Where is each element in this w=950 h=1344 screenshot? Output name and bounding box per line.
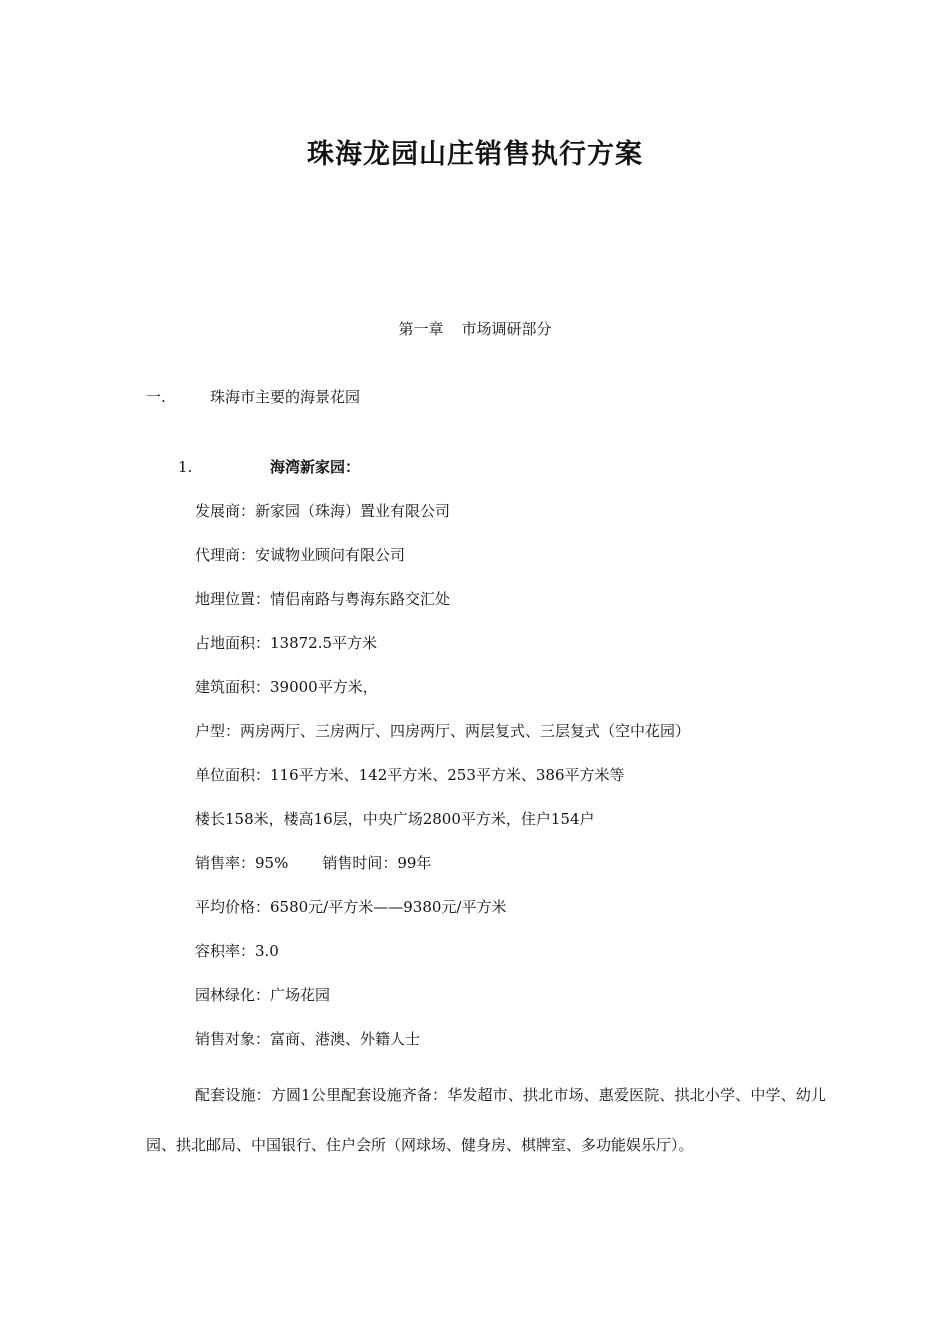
detail-facilities: 配套设施：方圆1公里配套设施齐备：华发超市、拱北市场、惠爱医院、拱北小学、中学、幼儿园、拱北邮局、中国银行、住户会所（网球场、健身房、棋牌室、多功能娱乐厅）。 (146, 1086, 826, 1154)
chapter-number: 第一章 (398, 320, 444, 338)
section-title: 珠海市主要的海景花园 (210, 388, 361, 406)
chapter-heading (0, 318, 950, 339)
detail-sales (195, 852, 431, 873)
section-number: 一. (146, 388, 166, 406)
sales-time: 销售时间：99年 (322, 854, 432, 872)
section-heading (146, 386, 360, 407)
detail-target-buyers: 销售对象：富商、港澳、外籍人士 (195, 1030, 421, 1048)
subsection-number: 1. (178, 458, 193, 476)
chapter-name: 市场调研部分 (461, 320, 552, 338)
sales-rate: 销售率：95% (195, 854, 289, 872)
detail-building-area: 建筑面积：39000平方米， (195, 678, 378, 696)
detail-unit-types: 户型：两房两厅、三房两厅、四房两厅、两层复式、三层复式（空中花园） (195, 722, 691, 740)
detail-developer: 发展商：新家园（珠海）置业有限公司 (195, 502, 451, 520)
detail-location: 地理位置：情侣南路与粤海东路交汇处 (195, 590, 451, 608)
detail-unit-areas: 单位面积：116平方米、142平方米、253平方米、386平方米等 (195, 766, 625, 784)
subsection-heading (178, 456, 360, 477)
detail-building-info: 楼长158米，楼高16层，中央广场2800平方米，住户154户 (195, 810, 595, 828)
detail-agent: 代理商：安诚物业顾问有限公司 (195, 546, 406, 564)
detail-plot-ratio: 容积率：3.0 (195, 942, 279, 960)
detail-land-area: 占地面积：13872.5平方米 (195, 634, 378, 652)
detail-average-price: 平均价格：6580元/平方米——9380元/平方米 (195, 898, 507, 916)
subsection-title: 海湾新家园： (270, 458, 361, 476)
document-title: 珠海龙园山庄销售执行方案 (307, 139, 643, 170)
detail-landscaping: 园林绿化：广场花园 (195, 986, 331, 1004)
